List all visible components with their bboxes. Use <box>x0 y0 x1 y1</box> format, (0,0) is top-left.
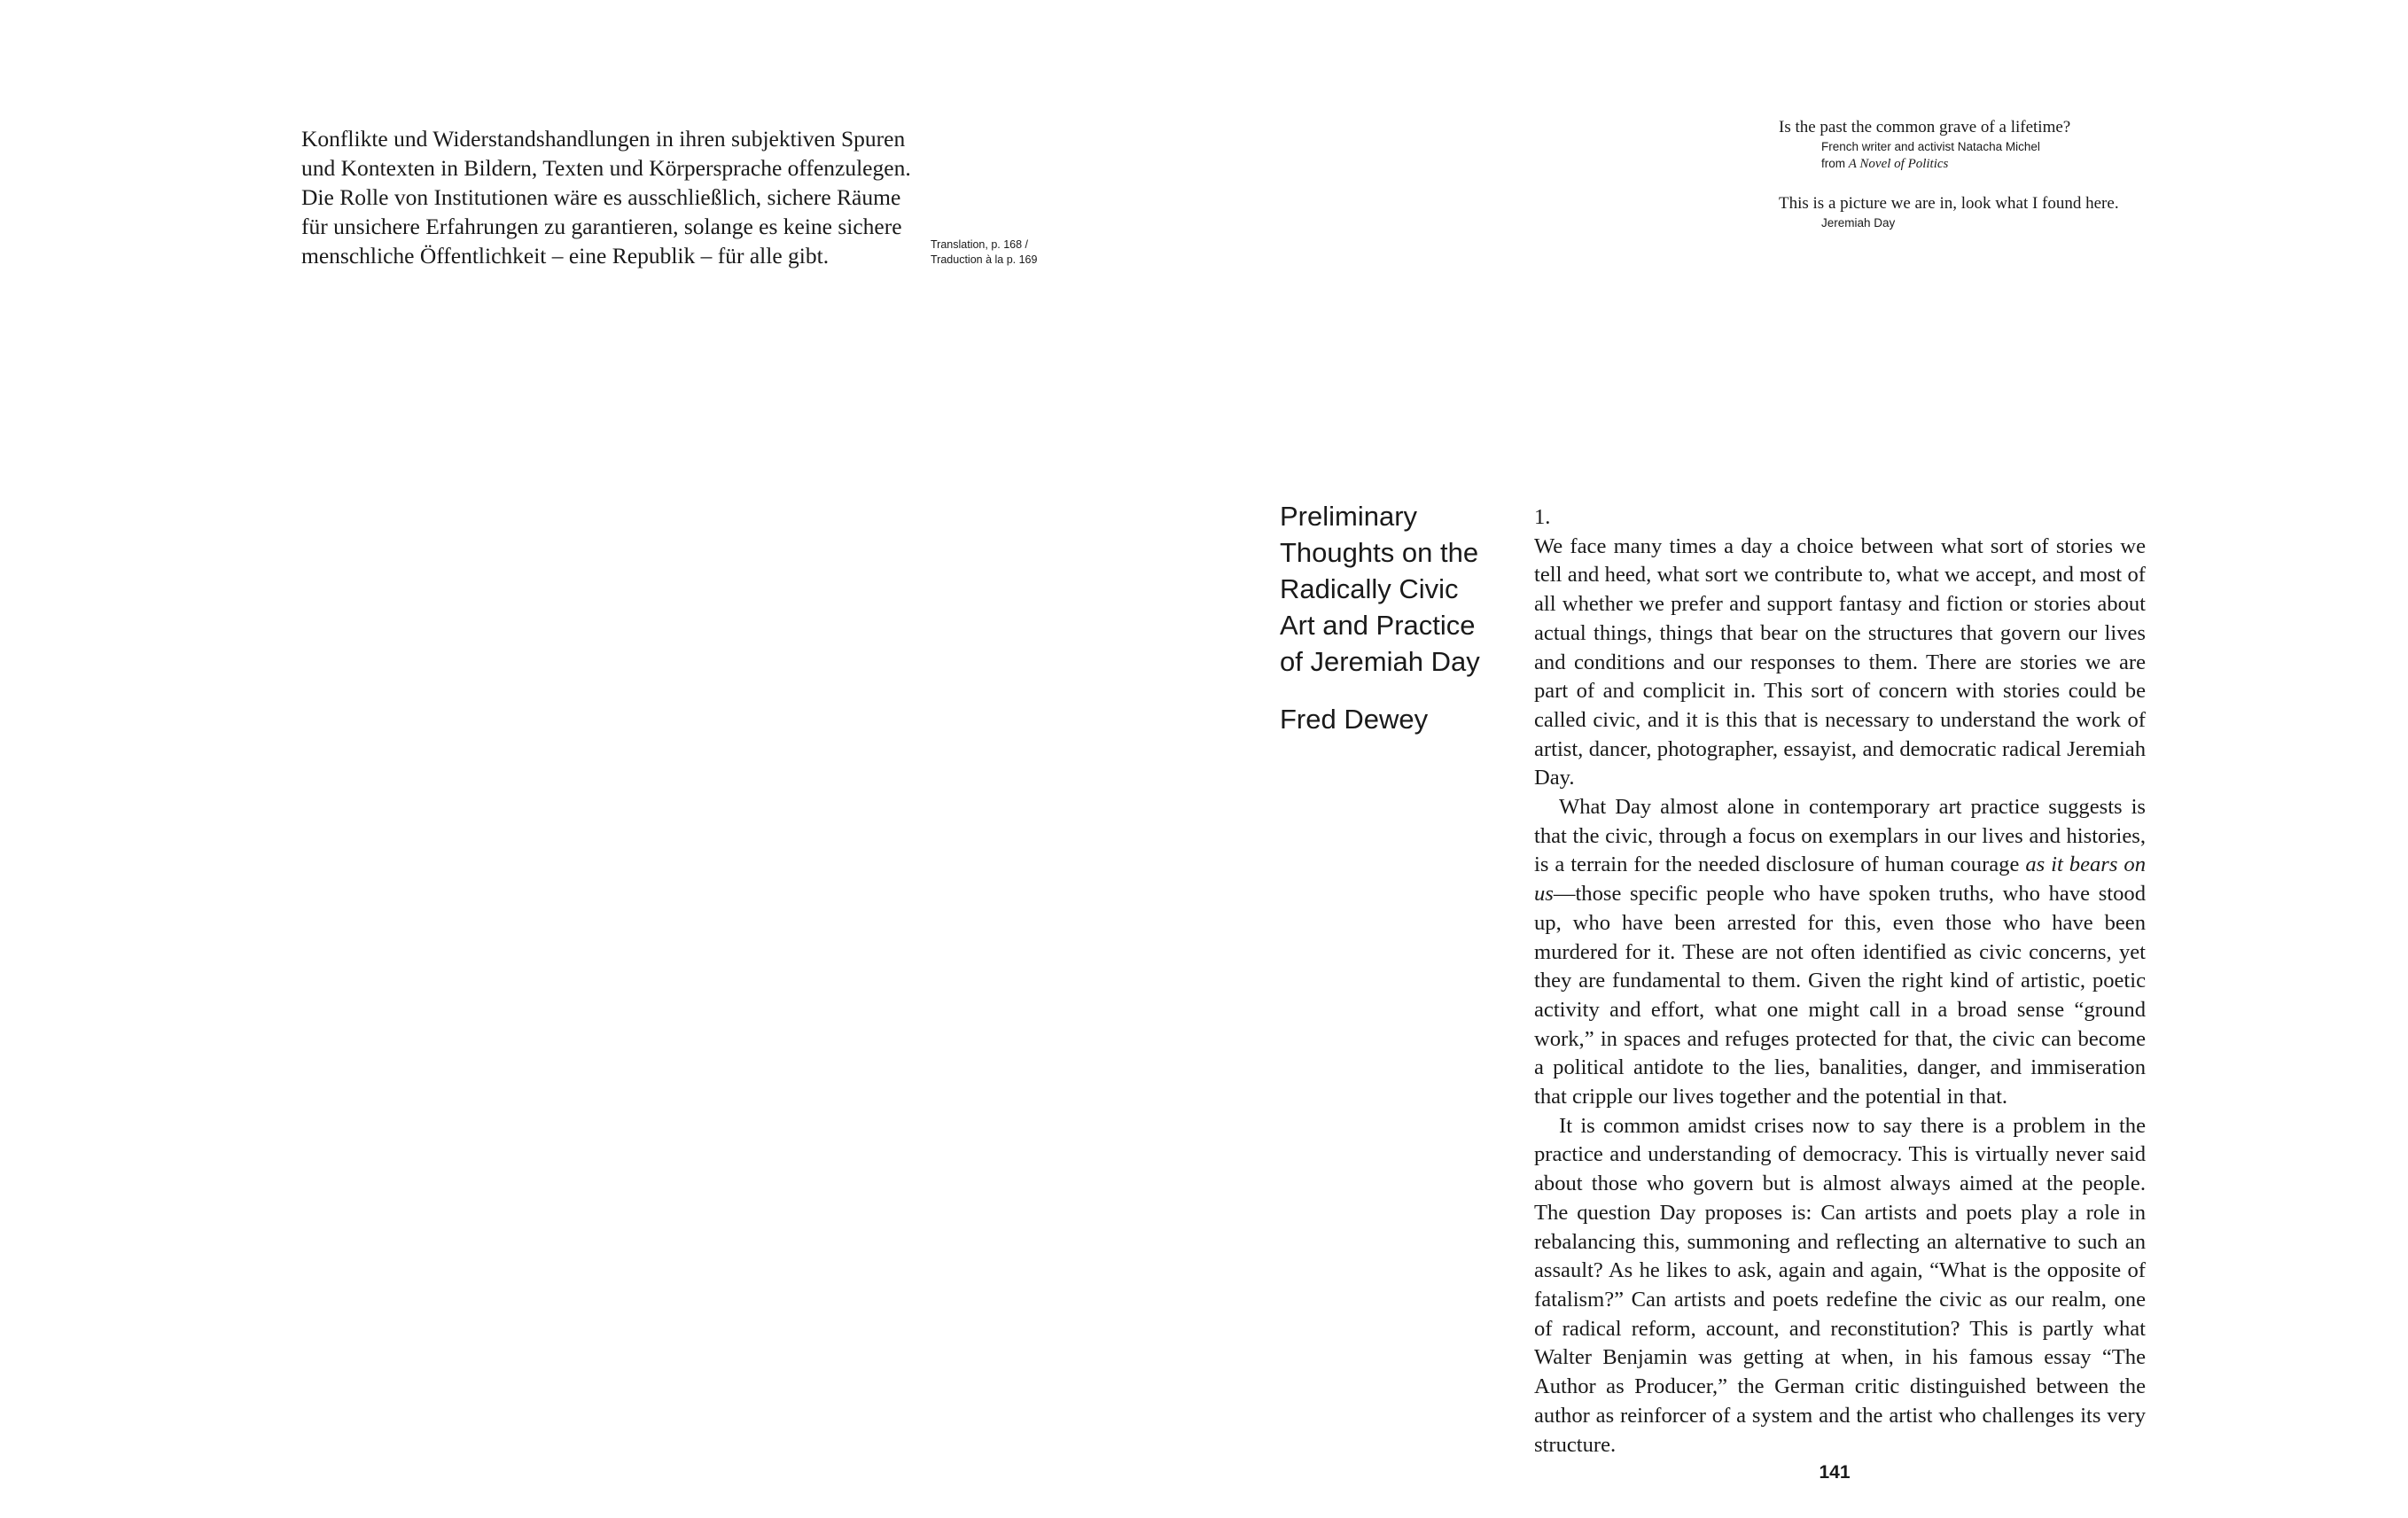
epigraph-attribution <box>1821 214 2169 231</box>
essay-title-line: Preliminary <box>1280 501 1418 532</box>
essay-title-line: Radically Civic <box>1280 573 1459 604</box>
translation-note-line: Translation, p. 168 / <box>931 238 1029 251</box>
epigraph-quote: This is a picture we are in, look what I found here. <box>1779 194 2119 213</box>
essay-title-line: Art and Practice <box>1280 610 1476 641</box>
essay-title-line: of Jeremiah Day <box>1280 646 1480 677</box>
essay-title <box>1280 498 1510 680</box>
body-paragraph <box>1534 793 2146 1112</box>
epigraphs <box>1779 116 2169 231</box>
epigraph-source-prefix: from <box>1821 157 1845 170</box>
epigraph-attribution <box>1821 138 2169 155</box>
translation-note <box>931 237 1143 268</box>
translation-note-line: Traduction à la p. 169 <box>931 253 1038 266</box>
body-paragraph: It is common amidst crises now to say there is a problem in the practice and understanding of democracy. This is virtually never said about those who govern but is almost always aimed at the people. The question Day proposes is: Can artists and poets play a role in rebalancing this, summoning and reflecting an alternative to such an assault? As he likes to ask, again and again, “What is the opposite of fatalism?” Can artists and poets redefine the civic as our realm, one of radical reform, account, and reconstitution? This is partly what Walter Benjamin was getting at when, in his famous essay “The Author as Producer,” the German critic distinguished between the author as reinforcer of a system and the artist who challenges its very structure. <box>1534 1113 2146 1457</box>
epigraph-source <box>1821 155 2169 173</box>
german-text-line: Konflikte und Widerstandshandlungen in ihren subjektiven Spuren <box>301 126 906 152</box>
body-paragraph: We face many times a day a choice between what sort of stories we tell and heed, what sort we contribute to, what we accept, and most of all whether we prefer and support fantasy and fiction or stories about actual things, things that bear on the structures that govern our lives and conditions and our responses to them. There are stories we are part of and complicit in. This sort of concern with stories could be called civic, and it is this that is necessary to understand the work of artist, dancer, photographer, essayist, and democratic radical Jeremiah Day. <box>1534 533 2146 790</box>
page-number: 141 <box>1819 1462 1851 1483</box>
paragraph-text: —those specific people who have spoken truths, who have stood up, who have been arrested for this, even those who have been murdered for it. These are not often identified as civic concerns, yet they are fundamental to them. Given the right kind of artistic, poetic activity and effort, what one might call in a broad sense “ground work,” in spaces and refuges protected for that, the civic can become a political antidote to the lies, banalities, danger, and immiseration that cripple our lives together and the potential in that. <box>1534 882 2146 1109</box>
section-number: 1. <box>1534 505 1551 529</box>
epigraph-attribution-name: French writer and activist Natacha Michel <box>1821 140 2040 153</box>
essay-body <box>1534 503 2146 1460</box>
german-text-line: menschliche Öffentlichkeit – eine Republik – für alle gibt. <box>301 243 830 269</box>
epigraph-source-work: A Novel of Politics <box>1848 157 1949 171</box>
german-continuation-text <box>301 124 922 270</box>
epigraph-attribution-name: Jeremiah Day <box>1821 216 1896 230</box>
epigraph-quote: Is the past the common grave of a lifetime? <box>1779 118 2071 136</box>
german-text-line: für unsichere Erfahrungen zu garantieren, solange es keine sichere <box>301 214 902 239</box>
german-text-line: Die Rolle von Institutionen wäre es ausschließlich, sichere Räume <box>301 184 901 210</box>
essay-title-line: Thoughts on the <box>1280 537 1479 568</box>
german-text-line: und Kontexten in Bildern, Texten und Körpersprache offenzulegen. <box>301 155 911 181</box>
italic-emphasis: as it bears on us <box>1534 852 2146 907</box>
essay-author: Fred Dewey <box>1280 704 1429 735</box>
paragraph-text: What Day almost alone in contemporary art practice suggests is that the civic, through a focus on exemplars in our lives and histories, is a terrain for the needed disclosure of human courage <box>1534 795 2146 877</box>
